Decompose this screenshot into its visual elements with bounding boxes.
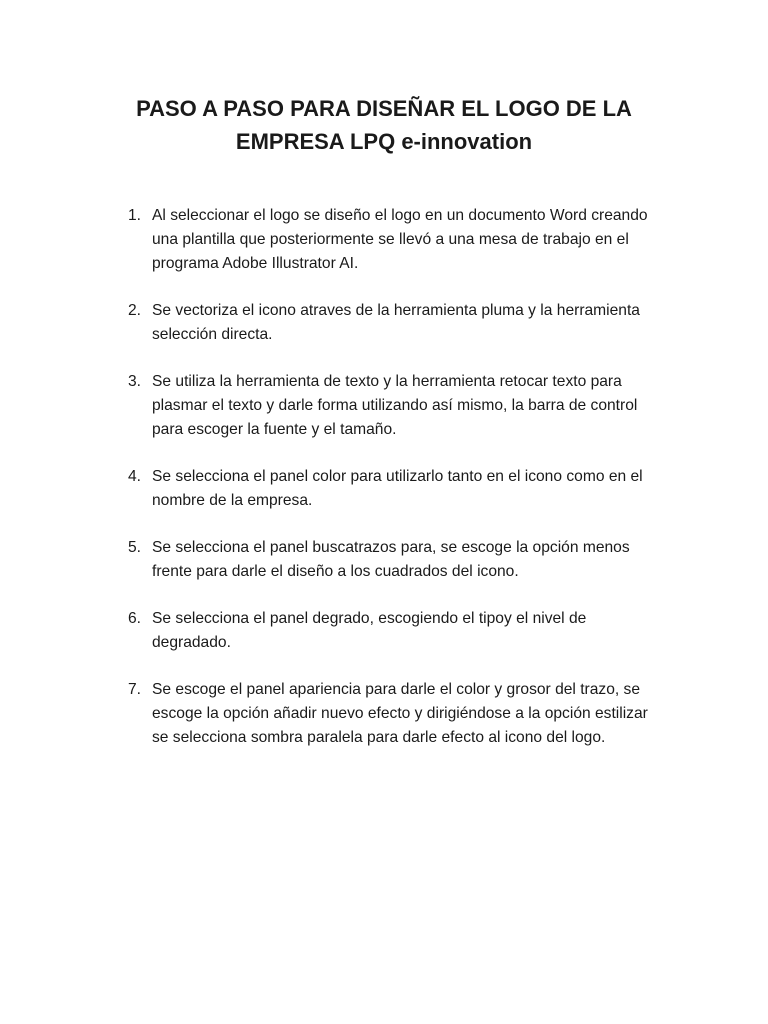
step-text-line: degradado. xyxy=(152,634,231,651)
step-number: 7. xyxy=(128,681,142,698)
step-text xyxy=(152,607,672,655)
step-text-line: se selecciona sombra paralela para darle efecto al icono del logo. xyxy=(152,729,606,746)
step-item-3 xyxy=(0,370,768,442)
steps-list xyxy=(0,204,768,773)
step-number: 4. xyxy=(128,468,142,485)
step-text xyxy=(152,678,672,750)
step-item-7 xyxy=(0,678,768,750)
step-text-line: Se selecciona el panel color para utilizarlo tanto en el icono como en el xyxy=(152,468,643,485)
step-item-1 xyxy=(0,204,768,276)
step-text-line: frente para darle el diseño a los cuadrados del icono. xyxy=(152,563,519,580)
step-text-line: Se selecciona el panel degrado, escogiendo el tipoy el nivel de xyxy=(152,610,587,627)
step-text xyxy=(152,465,672,513)
step-item-2 xyxy=(0,299,768,347)
step-text-line: plasmar el texto y darle forma utilizando así mismo, la barra de control xyxy=(152,397,638,414)
step-text-line: Se vectoriza el icono atraves de la herramienta pluma y la herramienta xyxy=(152,302,640,319)
step-item-5 xyxy=(0,536,768,584)
step-text-line: selección directa. xyxy=(152,326,273,343)
document-title xyxy=(0,92,768,158)
step-text-line: nombre de la empresa. xyxy=(152,492,313,509)
step-text-line: para escoger la fuente y el tamaño. xyxy=(152,421,397,438)
step-text-line: una plantilla que posteriormente se llevó a una mesa de trabajo en el xyxy=(152,231,629,248)
step-item-4 xyxy=(0,465,768,513)
step-text-line: Se escoge el panel apariencia para darle el color y grosor del trazo, se xyxy=(152,681,641,698)
step-text-line: Al seleccionar el logo se diseño el logo en un documento Word creando xyxy=(152,207,648,224)
step-number: 6. xyxy=(128,610,142,627)
step-text-line: Se utiliza la herramienta de texto y la herramienta retocar texto para xyxy=(152,373,622,390)
step-text xyxy=(152,299,672,347)
title-line-1: PASO A PASO PARA DISEÑAR EL LOGO DE LA xyxy=(136,96,632,121)
step-text-line: programa Adobe Illustrator AI. xyxy=(152,255,359,272)
step-text xyxy=(152,370,672,442)
step-number: 1. xyxy=(128,207,142,224)
step-text xyxy=(152,204,672,276)
title-line-2: EMPRESA LPQ e-innovation xyxy=(235,129,533,154)
step-text-line: Se selecciona el panel buscatrazos para, se escoge la opción menos xyxy=(152,539,630,556)
step-number: 5. xyxy=(128,539,142,556)
step-number: 3. xyxy=(128,373,142,390)
step-item-6 xyxy=(0,607,768,655)
step-text xyxy=(152,536,672,584)
step-text-line: escoge la opción añadir nuevo efecto y dirigiéndose a la opción estilizar xyxy=(152,705,648,722)
step-number: 2. xyxy=(128,302,142,319)
